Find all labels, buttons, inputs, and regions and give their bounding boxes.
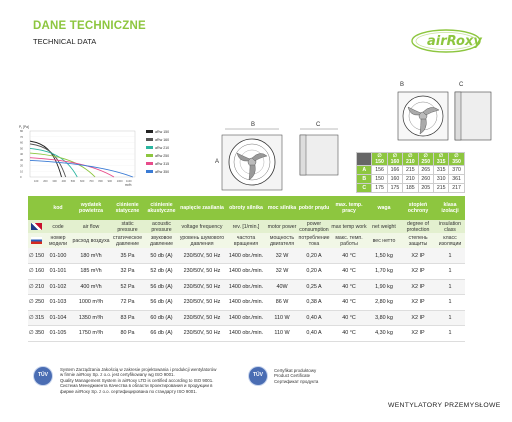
dimension-row-label: C — [357, 184, 372, 193]
table-cell: 1400 obr./min. — [225, 326, 267, 342]
legend-label: aRw 315 — [155, 162, 170, 166]
table-cell: 1750 m³/h — [71, 326, 111, 342]
flag-cell — [28, 233, 45, 248]
table-cell: 40 °C — [331, 326, 367, 342]
x-tick-label: 500 — [70, 180, 76, 183]
dimension-row — [357, 166, 465, 175]
column-header: расход воздуха — [71, 233, 111, 248]
column-header: потребление тока — [298, 234, 330, 247]
dimension-cell: 185 — [403, 184, 418, 193]
column-header: макс. темп. работы — [331, 233, 367, 248]
column-header: ciśnienie akustyczne — [144, 196, 179, 220]
table-cell: 1,50 kg — [367, 248, 401, 264]
dimension-row — [357, 184, 465, 193]
flag-cell — [28, 196, 45, 220]
table-cell: 52 db (A) — [144, 264, 179, 280]
x-tick-label: 600 — [80, 180, 85, 183]
column-header: waga — [367, 196, 401, 220]
table-cell: 1350 m³/h — [71, 310, 111, 326]
x-tick-label: 1000 — [116, 180, 123, 183]
column-header: obroty silnika — [225, 196, 267, 220]
table-cell: 01-100 — [45, 248, 71, 264]
dimension-cell: 166 — [387, 166, 402, 175]
dim-label-b: B — [251, 122, 256, 128]
dimension-cell: 175 — [387, 184, 402, 193]
table-cell: 0,20 A — [297, 248, 331, 264]
model-diameter-cell: ∅ 210 — [28, 279, 45, 295]
table-cell: 83 Pa — [111, 310, 144, 326]
column-header: motor power — [267, 220, 297, 233]
tuv-product-badge-icon: TÜV — [248, 366, 268, 386]
table-cell: 80 Pa — [111, 326, 144, 342]
table-cell: 1400 obr./min. — [225, 295, 267, 311]
x-tick-label: 1100 — [126, 180, 132, 183]
column-header: номер модели — [45, 233, 71, 248]
header-row-pl — [28, 196, 465, 220]
table-cell: 0,25 A — [297, 279, 331, 295]
table-cell: 230/50V, 50 Hz — [179, 279, 225, 295]
x-tick-label: 200 — [43, 180, 48, 183]
legend-label: aRw 250 — [155, 154, 170, 158]
dim-label-a: A — [215, 159, 220, 165]
table-cell: 1 — [435, 295, 465, 311]
column-header: voltage frequency — [179, 220, 225, 233]
table-cell: 0,40 A — [297, 326, 331, 342]
tuv-iso-badge-icon: TÜV — [33, 366, 53, 386]
table-row — [28, 264, 465, 280]
legend-swatch — [146, 130, 153, 133]
column-header: insulation class — [435, 220, 465, 233]
table-cell: 1000 m³/h — [71, 295, 111, 311]
product-certificate-text: Certyfikat produktowy Product Certificate Сертификат продукта — [274, 368, 319, 384]
column-header: static pressure — [111, 220, 144, 233]
table-cell: 1 — [435, 326, 465, 342]
table-cell: 01-103 — [45, 295, 71, 311]
column-header: max. temp. pracy — [331, 196, 367, 220]
table-cell: 0,38 A — [297, 295, 331, 311]
dimension-cell: 150 — [372, 175, 387, 184]
table-cell: 1 — [435, 264, 465, 280]
x-tick-label: 700 — [89, 180, 94, 183]
y-tick-label: 0 — [20, 175, 22, 179]
model-diameter-cell: ∅ 160 — [28, 264, 45, 280]
dimension-header: ∅ 150 — [372, 153, 387, 166]
dimension-cell: 310 — [433, 175, 448, 184]
y-tick-label: 80 — [20, 129, 24, 133]
table-cell: 230/50V, 50 Hz — [179, 310, 225, 326]
table-cell: 01-104 — [45, 310, 71, 326]
dim-label-c: C — [316, 122, 321, 128]
column-header: napięcie zasilania — [179, 196, 225, 220]
table-cell: 40 °C — [331, 295, 367, 311]
dimension-header: ∅ 160 — [387, 153, 402, 166]
fan-performance-chart — [18, 125, 188, 187]
flag-uk-icon — [31, 223, 42, 230]
x-tick-label: 900 — [107, 180, 112, 183]
column-header: статическое давление — [112, 234, 143, 247]
table-cell: 32 W — [267, 248, 297, 264]
legend-label: aRw 160 — [155, 138, 170, 142]
model-diameter-cell: ∅ 315 — [28, 310, 45, 326]
column-header: acoustic pressure — [144, 220, 179, 233]
table-row — [28, 310, 465, 326]
y-tick-label: 10 — [20, 169, 24, 174]
table-cell: 56 db (A) — [144, 279, 179, 295]
table-cell: 40 °C — [331, 248, 367, 264]
dimension-cell: 205 — [418, 184, 433, 193]
dimension-header-row — [357, 153, 465, 166]
column-header: класс изоляции — [435, 233, 465, 248]
table-cell: 185 m³/h — [71, 264, 111, 280]
dimension-cell: 265 — [418, 166, 433, 175]
y-tick-label: 70 — [20, 134, 24, 139]
table-row — [28, 295, 465, 311]
dimension-cell: 217 — [449, 184, 464, 193]
x-axis-label: m³/h — [125, 183, 132, 187]
table-cell: 110 W — [267, 310, 297, 326]
fan-drawing — [215, 120, 355, 195]
dimension-header: ∅ 210 — [403, 153, 418, 166]
column-header: net weight — [367, 220, 401, 233]
dimension-cell: 361 — [449, 175, 464, 184]
y-tick-label: 30 — [20, 157, 24, 162]
column-header: stopień ochrony — [401, 196, 435, 220]
table-cell: 32 W — [267, 264, 297, 280]
dimension-header: ∅ 315 — [433, 153, 448, 166]
airroxy-logo — [410, 28, 482, 54]
table-cell: 4,30 kg — [367, 326, 401, 342]
column-header: частота вращения — [225, 233, 267, 248]
table-cell: 40 °C — [331, 279, 367, 295]
table-cell: X2 IP — [401, 248, 435, 264]
dimension-cell: 175 — [372, 184, 387, 193]
page-title: DANE TECHNICZNE — [33, 20, 146, 32]
table-cell: 56 db (A) — [144, 295, 179, 311]
table-cell: X2 IP — [401, 264, 435, 280]
legend-label: aRw 210 — [155, 146, 170, 150]
table-cell: 1 — [435, 310, 465, 326]
y-tick-label: 20 — [20, 163, 24, 168]
table-cell: 230/50V, 50 Hz — [179, 295, 225, 311]
specification-table — [28, 196, 465, 342]
table-cell: 35 Pa — [111, 248, 144, 264]
table-cell: X2 IP — [401, 326, 435, 342]
table-cell: 40 °C — [331, 310, 367, 326]
table-cell: 110 W — [267, 326, 297, 342]
table-cell: 1400 obr./min. — [225, 248, 267, 264]
column-header: rev. [1/min.] — [225, 220, 267, 233]
column-header: air flow — [71, 220, 111, 233]
table-cell: 230/50V, 50 Hz — [179, 264, 225, 280]
table-row — [28, 248, 465, 264]
legend-swatch — [146, 154, 153, 157]
iso-certificate-text: System Zarządzania Jakością w zakresie projektowania i produkcji wentylatorów w firmie airRoxy Sp. z o.o. jest certyfikowany wg ISO 9001. Quality Management System in airRoxy LTD is certified according to ISO 9001. Система Менеджмента Качества в области проектирования и продукции в фирме airRoxy Sp. z o.o. сертифицирована по стандарту ISO 9001. — [60, 367, 217, 394]
dimension-cell: 156 — [372, 166, 387, 175]
column-header: pobór prądu — [297, 196, 331, 220]
dimension-cell: 210 — [403, 175, 418, 184]
table-cell: 1400 obr./min. — [225, 279, 267, 295]
column-header: klasa izolacji — [435, 196, 465, 220]
x-tick-label: 300 — [52, 180, 57, 183]
legend-label: aRw 150 — [155, 130, 170, 134]
footer-label: WENTYLATORY PRZEMYSŁOWE — [388, 402, 501, 409]
table-cell: 3,80 kg — [367, 310, 401, 326]
dimension-cell: 370 — [449, 166, 464, 175]
table-cell: 72 Pa — [111, 295, 144, 311]
table-cell: 0,20 A — [297, 264, 331, 280]
flag-cell — [28, 220, 45, 233]
table-cell: 0,40 A — [297, 310, 331, 326]
dimension-cell: 260 — [418, 175, 433, 184]
header-row-en — [28, 220, 465, 233]
page-subtitle: TECHNICAL DATA — [33, 37, 97, 46]
column-header: moc silnika — [267, 196, 297, 220]
logo-text: airRoxy — [427, 34, 482, 49]
table-cell: X2 IP — [401, 310, 435, 326]
column-header: degree of protection — [401, 220, 435, 233]
table-cell: 1,70 kg — [367, 264, 401, 280]
x-tick-label: 400 — [61, 180, 66, 183]
model-diameter-cell: ∅ 150 — [28, 248, 45, 264]
legend-swatch — [146, 138, 153, 141]
table-cell: 60 db (A) — [144, 310, 179, 326]
y-tick-label: 60 — [20, 140, 24, 145]
column-header: вес нетто — [367, 233, 401, 248]
column-header: степень защиты — [401, 233, 435, 248]
y-tick-label: 50 — [20, 146, 24, 151]
column-header: wydatek powietrza — [71, 196, 111, 220]
table-row — [28, 326, 465, 342]
dimension-cell: 215 — [433, 184, 448, 193]
column-header: code — [45, 220, 71, 233]
table-cell: 40 °C — [331, 264, 367, 280]
dimension-header: ∅ 350 — [449, 153, 464, 166]
dimension-cell: 160 — [387, 175, 402, 184]
table-cell: 01-102 — [45, 279, 71, 295]
dimension-row-label: B — [357, 175, 372, 184]
dimension-corner — [357, 153, 372, 166]
dimension-row-label: A — [357, 166, 372, 175]
x-tick-label: 800 — [98, 180, 103, 183]
column-header: max temp work — [331, 220, 367, 233]
column-header: уровень шумового давления — [179, 234, 225, 247]
table-cell: 230/50V, 50 Hz — [179, 326, 225, 342]
table-cell: 1 — [435, 248, 465, 264]
y-axis-label: P₁ [Pa] — [19, 125, 29, 129]
header-row-ru — [28, 233, 465, 248]
table-cell: 50 db (A) — [144, 248, 179, 264]
column-header: power consumption — [297, 220, 331, 233]
dimension-row — [357, 175, 465, 184]
dimension-cell: 215 — [403, 166, 418, 175]
table-cell: X2 IP — [401, 279, 435, 295]
dim-label-c-top: C — [459, 82, 464, 88]
table-cell: 1,90 kg — [367, 279, 401, 295]
column-header: звуковое давление — [144, 233, 179, 248]
dimension-header: ∅ 250 — [418, 153, 433, 166]
legend-label: aRw 350 — [155, 170, 170, 174]
y-tick-label: 40 — [20, 152, 24, 156]
dim-label-b-top: B — [400, 82, 405, 88]
table-cell: 32 Pa — [111, 264, 144, 280]
table-cell: 400 m³/h — [71, 279, 111, 295]
fan-3d-drawing — [395, 80, 495, 155]
table-cell: 230/50V, 50 Hz — [179, 248, 225, 264]
table-cell: 2,80 kg — [367, 295, 401, 311]
column-header: мощность двигателя — [267, 233, 297, 248]
flag-ru-icon — [31, 237, 42, 244]
legend-swatch — [146, 146, 153, 149]
column-header: kod — [45, 196, 71, 220]
table-row — [28, 279, 465, 295]
model-diameter-cell: ∅ 350 — [28, 326, 45, 342]
column-header: ciśnienie statyczne — [111, 196, 144, 220]
table-cell: 86 W — [267, 295, 297, 311]
table-cell: 52 Pa — [111, 279, 144, 295]
table-cell: 66 db (A) — [144, 326, 179, 342]
x-tick-label: 100 — [34, 180, 39, 183]
model-diameter-cell: ∅ 250 — [28, 295, 45, 311]
table-cell: 01-105 — [45, 326, 71, 342]
dimension-table — [356, 152, 465, 193]
legend-swatch — [146, 170, 153, 173]
table-cell: 1400 obr./min. — [225, 264, 267, 280]
table-cell: 1 — [435, 279, 465, 295]
table-cell: X2 IP — [401, 295, 435, 311]
table-cell: 01-101 — [45, 264, 71, 280]
dimension-cell: 315 — [433, 166, 448, 175]
table-cell: 180 m³/h — [71, 248, 111, 264]
table-cell: 1400 obr./min. — [225, 310, 267, 326]
table-cell: 40W — [267, 279, 297, 295]
legend-swatch — [146, 162, 153, 165]
